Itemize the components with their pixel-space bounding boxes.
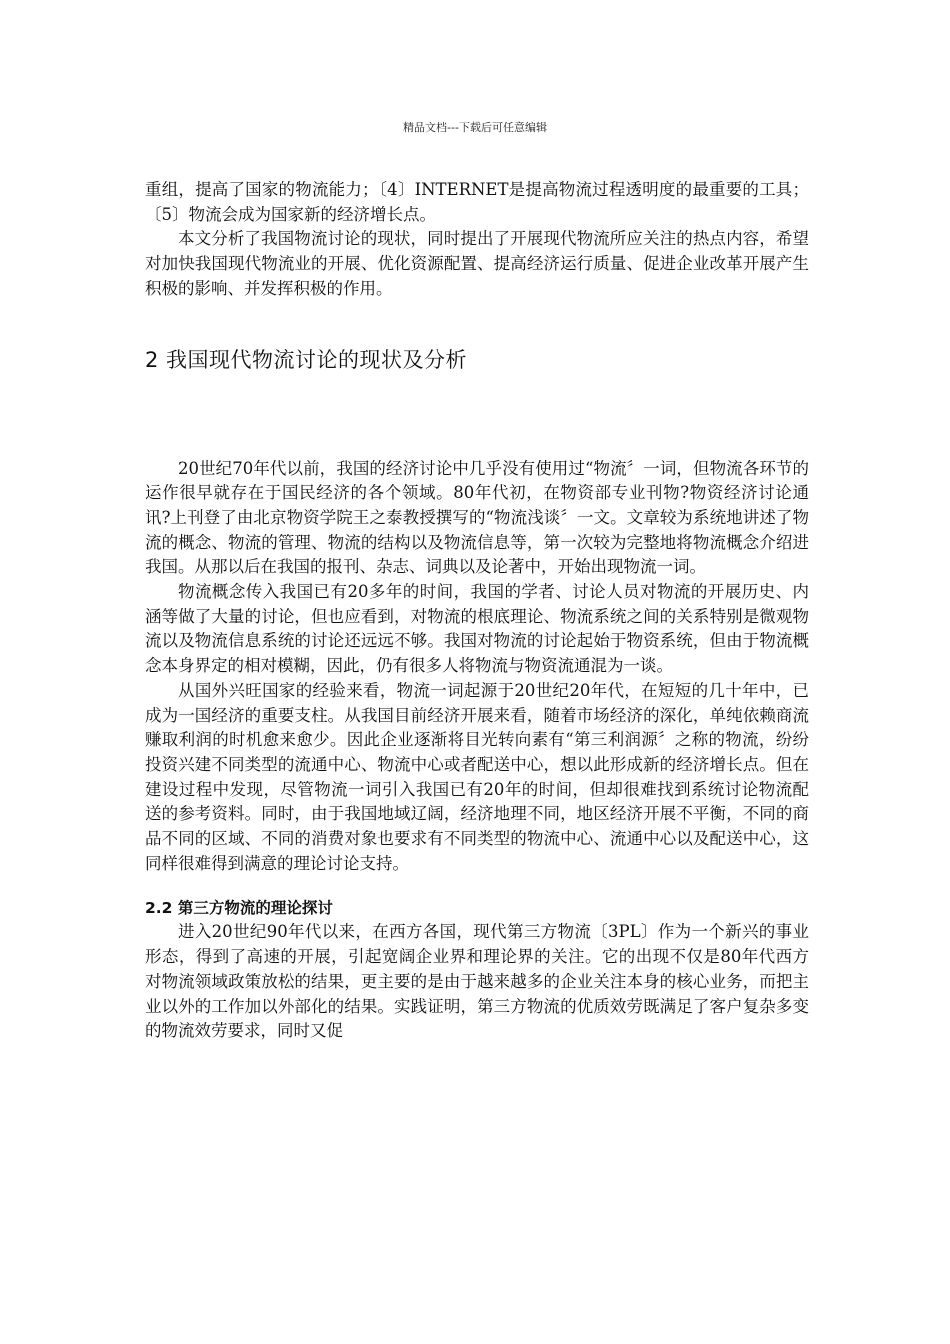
page-header: 精品文档---下载后可任意编辑	[403, 121, 547, 134]
section-2-paragraph-3: 从国外兴旺国家的经验来看，物流一词起源于20世纪20年代，在短短的几十年中，已成为一国经济的重要支柱。从我国目前经济开展来看，随着市场经济的深化，单纯依赖商流赚取利润的时机愈来愈少。因此企业逐渐将目光转向素有“第三利润源〞之称的物流，纷纷投资兴建不同类型的流通中心、物流中心或者配送中心，想以此形成新的经济增长点。但在建设过程中发现，尽管物流一词引入我国已有20年的时间，但却很难找到系统讨论物流配送的参考资料。同时，由于我国地域辽阔，经济地理不同，地区经济开展不平衡，不同的商品不同的区域、不同的消费对象也要求有不同类型的物流中心、流通中心以及配送中心，这同样很难得到满意的理论讨论支持。	[145, 680, 809, 873]
section-spacer	[145, 375, 809, 457]
section-2-heading: 2 我国现代物流讨论的现状及分析	[145, 347, 468, 372]
section-2-paragraph-2: 物流概念传入我国已有20多年的时间，我国的学者、讨论人员对物流的开展历史、内涵等做了大量的讨论，但也应看到，对物流的根底理论、物流系统之间的关系特别是微观物流以及物流信息系统的讨论还远远不够。我国对物流的讨论起始于物资系统，但由于物流概念本身界定的相对模糊，因此，仍有很多人将物流与物资流通混为一谈。	[145, 582, 809, 676]
intro-paragraph-1: 重组，提高了国家的物流能力；〔4〕INTERNET是提高物流过程透明度的最重要的工具；〔5〕物流会成为国家新的经济增长点。	[145, 180, 809, 224]
document-body	[145, 178, 809, 1044]
section-2-2-paragraph-1: 进入20世纪90年代以来，在西方各国，现代第三方物流〔3PL〕作为一个新兴的事业形态，得到了高速的开展，引起宽阔企业界和理论界的关注。它的出现不仅是80年代西方对物流领域政策放松的结果，更主要的是由于越来越多的企业关注本身的核心业务，而把主业以外的工作加以外部化的结果。实践证明，第三方物流的优质效劳既满足了客户复杂多变的物流效劳要求，同时又促	[145, 922, 809, 1041]
section-2-2-heading: 2.2 第三方物流的理论探讨	[145, 899, 333, 918]
section-2-paragraph-1: 20世纪70年代以前，我国的经济讨论中几乎没有使用过“物流〞一词，但物流各环节的运作很早就存在于国民经济的各个领域。80年代初，在物资部专业刊物?物资经济讨论通讯?上刊登了由北京物资学院王之泰教授撰写的“物流浅谈〞一文。文章较为系统地讲述了物流的概念、物流的管理、物流的结构以及物流信息等，第一次较为完整地将物流概念介绍进我国。从那以后在我国的报刊、杂志、词典以及论著中，开始出现物流一词。	[145, 458, 809, 577]
intro-paragraph-2: 本文分析了我国物流讨论的现状，同时提出了开展现代物流所应关注的热点内容，希望对加快我国现代物流业的开展、优化资源配置、提高经济运行质量、促进企业改革开展产生积极的影响、并发挥积极的作用。	[145, 229, 809, 298]
